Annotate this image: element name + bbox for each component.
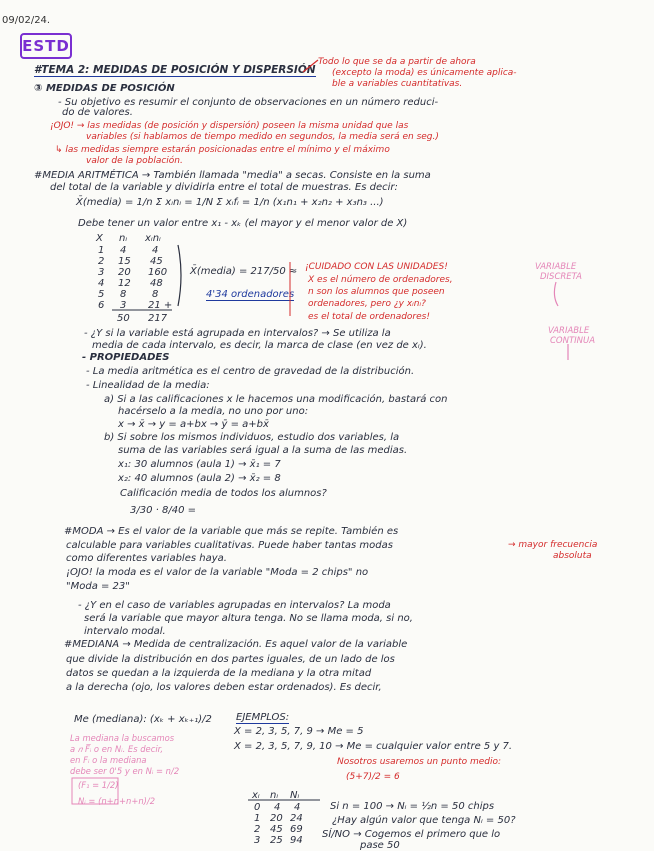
- table-cell: 3: [120, 300, 127, 311]
- moda-1: #MODA → Es el valor de la variable que más se repite. También es: [64, 526, 399, 537]
- example-2: X = 2, 3, 5, 7, 9, 10 → Me = cualquier valor entre 5 y 7.: [234, 741, 513, 752]
- pink-note-1: La mediana la buscamos: [70, 733, 175, 743]
- last-4: pase 50: [360, 840, 400, 851]
- table-cell: 5: [98, 289, 105, 300]
- pink-note-5: (F₁ = 1/2): [78, 780, 119, 790]
- caution-2: X es el número de ordenadores,: [308, 275, 453, 285]
- table-cell: 1: [254, 813, 261, 824]
- table-cell: 4: [294, 802, 301, 813]
- caution-1: ¡CUIDADO CON LAS UNIDADES!: [305, 262, 448, 272]
- table1-header-n: nᵢ: [119, 233, 128, 244]
- table-cell: 45: [270, 824, 283, 835]
- table-cell: 2: [98, 256, 105, 267]
- moda-8: intervalo modal.: [84, 626, 166, 637]
- mediana-2: que divide la distribución en dos partes iguales, de un lado de los: [66, 654, 395, 665]
- table-cell: 15: [118, 256, 131, 267]
- table-cell: 160: [148, 267, 168, 278]
- props-1: - La media aritmética es el centro de gravedad de la distribución.: [86, 366, 415, 377]
- warn-line-1: ¡OJO! → las medidas (de posición y dispersión) poseen la misma unidad que las: [50, 121, 409, 131]
- media-line-1: #MEDIA ARITMÉTICA → También llamada "media" a secas. Consiste en la suma: [34, 170, 431, 181]
- props-11: 3/30 · 8/40 =: [130, 505, 197, 516]
- props-10: Calificación media de todos los alumnos?: [120, 488, 327, 499]
- table-cell: 12: [118, 278, 131, 289]
- table-cell: 8: [120, 289, 127, 300]
- tema-title: #TEMA 2: MEDIDAS DE POSICIÓN Y DISPERSIÓN: [34, 64, 316, 76]
- mediana-formula: Me (mediana): (xₖ + xₖ₊₁)/2: [74, 714, 212, 725]
- table-cell: 21 +: [148, 300, 173, 311]
- table-cell: 94: [290, 835, 303, 846]
- mediana-3: datos se quedan a la izquierda de la mediana y la otra mitad: [66, 668, 372, 679]
- props-3: a) Si a las calificaciones x le hacemos una modificación, bastará con: [104, 394, 448, 405]
- interval-q-2: media de cada intervalo, es decir, la marca de clase (en vez de xᵢ).: [92, 340, 427, 351]
- moda-3: como diferentes variables haya.: [66, 553, 227, 564]
- table-cell: 69: [290, 824, 303, 835]
- last-2: ¿Hay algún valor que tenga Nᵢ = 50?: [332, 815, 516, 826]
- table1-sum-n: 50: [117, 313, 130, 324]
- warn-line-3: ↳ las medidas siempre estarán posicionadas entre el mínimo y el máximo: [55, 145, 390, 155]
- table1-sum-xn: 217: [148, 313, 168, 324]
- header-note-2: (excepto la moda) es únicamente aplica-: [332, 68, 517, 78]
- table-cell: 4: [152, 245, 159, 256]
- pink-note-3: en Fᵢ o la mediana: [70, 755, 147, 765]
- header-note-1: Todo lo que se da a partir de ahora: [318, 57, 476, 67]
- vd-2: DISCRETA: [540, 272, 582, 282]
- table-cell: 4: [120, 245, 127, 256]
- table-cell: 25: [270, 835, 283, 846]
- props-title: - PROPIEDADES: [82, 352, 170, 363]
- table2-header-N: Nᵢ: [290, 790, 300, 801]
- table-cell: 3: [98, 267, 105, 278]
- caution-3: n son los alumnos que poseen: [308, 287, 445, 297]
- media-result: 4'34 ordenadores: [206, 289, 295, 300]
- example-1: X = 2, 3, 5, 7, 9 → Me = 5: [234, 726, 364, 737]
- warn-line-4: valor de la población.: [86, 156, 183, 166]
- table1-header-xn: xᵢnᵢ: [145, 233, 161, 244]
- caution-5: es el total de ordenadores!: [308, 312, 430, 322]
- intro-line-2: do de valores.: [62, 107, 133, 118]
- header-note-3: ble a variables cuantitativas.: [332, 79, 463, 89]
- example-4: (5+7)/2 = 6: [346, 772, 400, 782]
- table-cell: 2: [254, 824, 261, 835]
- date: 09/02/24.: [2, 15, 51, 26]
- media-formula: X̄(media) = 1/n Σ xᵢnᵢ = 1/N Σ xᵢfᵢ = 1/n (x₁n₁ + x₂n₂ + x₃n₃ ...): [76, 197, 384, 208]
- vc-2: CONTINUA: [550, 336, 596, 346]
- table-cell: 20: [270, 813, 283, 824]
- table-cell: 6: [98, 300, 105, 311]
- last-3: SÍ/NO → Cogemos el primero que lo: [322, 829, 501, 840]
- moda-5: "Moda = 23": [66, 581, 130, 592]
- moda-note-1: → mayor frecuencia: [508, 540, 598, 550]
- table-cell: 8: [152, 289, 159, 300]
- interval-q-1: - ¿Y si la variable está agrupada en intervalos? → Se utiliza la: [84, 328, 391, 339]
- example-3: Nosotros usaremos un punto medio:: [337, 757, 502, 767]
- media-range: Debe tener un valor entre x₁ - xₖ (el mayor y el menor valor de X): [78, 218, 408, 229]
- table-cell: 1: [98, 245, 105, 256]
- table-cell: 4: [98, 278, 105, 289]
- props-6: b) Si sobre los mismos individuos, estudio dos variables, la: [104, 432, 400, 443]
- table2-header-x: xᵢ: [252, 790, 260, 801]
- moda-4: ¡OJO! la moda es el valor de la variable "Moda = 2 chips" no: [66, 567, 369, 578]
- props-5: x → x̄ → y = a+bx → ȳ = a+bx̄: [118, 419, 269, 430]
- moda-note-2: absoluta: [553, 551, 592, 561]
- intro-line-1: - Su objetivo es resumir el conjunto de observaciones en un número reduci-: [58, 97, 439, 108]
- moda-7: será la variable que mayor altura tenga. No se llama moda, si no,: [84, 613, 413, 624]
- props-4: hacérselo a la media, no uno por uno:: [118, 406, 309, 417]
- props-8: x₁: 30 alumnos (aula 1) → x̄₁ = 7: [118, 459, 281, 470]
- table-cell: 20: [118, 267, 131, 278]
- media-line-2: del total de la variable y dividirla entre el total de muestras. Es decir:: [50, 182, 398, 193]
- moda-2: calculable para variables cualitativas. Puede haber tantas modas: [66, 540, 393, 551]
- section-title: ③ MEDIDAS DE POSICIÓN: [34, 83, 175, 94]
- props-9: x₂: 40 alumnos (aula 2) → x̄₂ = 8: [118, 473, 281, 484]
- props-7: suma de las variables será igual a la suma de las medias.: [118, 445, 408, 456]
- mediana-4: a la derecha (ojo, los valores deben estar ordenados). Es decir,: [66, 682, 382, 693]
- pink-note-2: a 𝑛 F̅ᵢ o en Nᵢ. Es decir,: [70, 744, 163, 754]
- table2-header-n: nᵢ: [270, 790, 279, 801]
- vd-1: VARIABLE: [535, 262, 577, 272]
- props-2: - Linealidad de la media:: [86, 380, 210, 391]
- pink-note-6: Nᵢ = (n+n+n+n)/2: [78, 796, 156, 806]
- table-cell: 3: [254, 835, 261, 846]
- table-cell: 0: [254, 802, 261, 813]
- table1-header-x: X: [96, 233, 103, 244]
- pink-note-4: debe ser 0'5 y en Nᵢ = n/2: [70, 766, 180, 776]
- table-cell: 45: [150, 256, 163, 267]
- vc-1: VARIABLE: [548, 326, 590, 336]
- table-cell: 24: [290, 813, 303, 824]
- subject-logo: ESTD: [20, 33, 72, 59]
- table-cell: 48: [150, 278, 163, 289]
- mediana-1: #MEDIANA → Medida de centralización. Es aquel valor de la variable: [64, 639, 408, 650]
- ejemplos-label: EJEMPLOS:: [236, 712, 290, 723]
- last-1: Si n = 100 → Nᵢ = ½n = 50 chips: [330, 801, 495, 812]
- media-calc: X̄(media) = 217/50 ≈: [190, 266, 298, 277]
- moda-6: - ¿Y en el caso de variables agrupadas en intervalos? La moda: [78, 600, 391, 611]
- table-cell: 4: [274, 802, 281, 813]
- caution-4: ordenadores, pero ¿y xᵢnᵢ?: [308, 299, 426, 309]
- warn-line-2: variables (si hablamos de tiempo medido en segundos, la media será en seg.): [86, 132, 439, 142]
